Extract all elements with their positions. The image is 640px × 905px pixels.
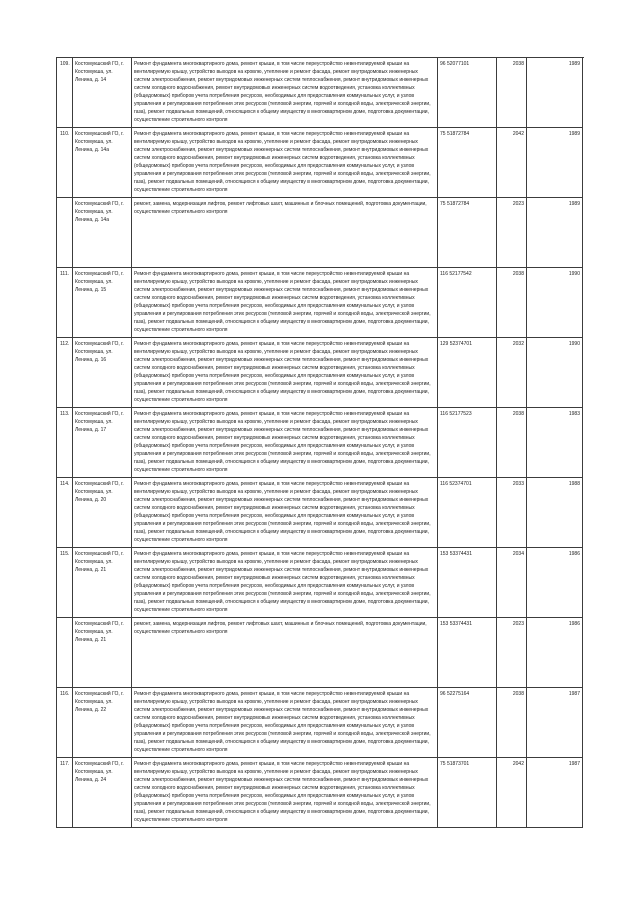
table-row — [57, 338, 584, 408]
repair-year-cell: 2023 — [497, 618, 527, 688]
work-description-cell: Ремонт фундамента многоквартирного дома, ремонт крыши, в том числе переустройство невентилируемой крыши на вентилируемую крышу, устройство выходов на кровлю, утепление и ремонт фасада, ремонт внутридомовых инженерных систем электроснабжения, ремонт внутридомовых инженерных систем теплоснабжения, ремонт внутридомовых инженерных систем холодного водоснабжения, ремонт внутридомовых инженерных систем водоотведения, установка коллективных (общедомовых) приборов учета потребления ресурсов, необходимых для предоставления коммунальных услуг, и узлов управления и регулирования потребления этих ресурсов (тепловой энергии, горячей и холодной воды, электрической энергии, газа), ремонт подвальных помещений, относящихся к общему имуществу в многоквартирном доме, подготовка документации, осуществление строительного контроля — [132, 408, 438, 478]
table-row — [57, 478, 584, 548]
row-number — [57, 198, 73, 268]
address-cell: Костомукшский ГО, г. Костомукша, ул. Ленина, д. 21 — [73, 618, 132, 688]
work-description-cell: ремонт, замена, модернизация лифтов, ремонт лифтовых шахт, машинных и блочных помещений, подготовка документации, осуществление строительного контроля — [132, 618, 438, 688]
work-description-cell: Ремонт фундамента многоквартирного дома, ремонт крыши, в том числе переустройство невентилируемой крыши на вентилируемую крышу, устройство выходов на кровлю, утепление и ремонт фасада, ремонт внутридомовых инженерных систем электроснабжения, ремонт внутридомовых инженерных систем теплоснабжения, ремонт внутридомовых инженерных систем холодного водоснабжения, ремонт внутридомовых инженерных систем водоотведения, установка коллективных (общедомовых) приборов учета потребления ресурсов, необходимых для предоставления коммунальных услуг, и узлов управления и регулирования потребления этих ресурсов (тепловой энергии, горячей и холодной воды, электрической энергии, газа), ремонт подвальных помещений, относящихся к общему имуществу в многоквартирном доме, подготовка документации, осуществление строительного контроля — [132, 58, 438, 128]
address-cell: Костомукшский ГО, г. Костомукша, ул. Ленина, д. 22 — [73, 688, 132, 758]
repair-year-cell: 2032 — [497, 338, 527, 408]
cost-cell: 116 52374701 — [438, 478, 497, 548]
address-cell: Костомукшский ГО, г. Костомукша, ул. Ленина, д. 15 — [73, 268, 132, 338]
cost-cell: 75 51872784 — [438, 128, 497, 198]
repair-year-cell: 2042 — [497, 758, 527, 828]
repair-program-table — [56, 57, 584, 828]
address-cell: Костомукшский ГО, г. Костомукша, ул. Ленина, д. 20 — [73, 478, 132, 548]
repair-year-cell: 2038 — [497, 58, 527, 128]
work-description-cell: Ремонт фундамента многоквартирного дома, ремонт крыши, в том числе переустройство невентилируемой крыши на вентилируемую крышу, устройство выходов на кровлю, утепление и ремонт фасада, ремонт внутридомовых инженерных систем электроснабжения, ремонт внутридомовых инженерных систем теплоснабжения, ремонт внутридомовых инженерных систем холодного водоснабжения, ремонт внутридомовых инженерных систем водоотведения, установка коллективных (общедомовых) приборов учета потребления ресурсов, необходимых для предоставления коммунальных услуг, и узлов управления и регулирования потребления этих ресурсов (тепловой энергии, горячей и холодной воды, электрической энергии, газа), ремонт подвальных помещений, относящихся к общему имуществу в многоквартирном доме, подготовка документации, осуществление строительного контроля — [132, 758, 438, 828]
address-cell: Костомукшский ГО, г. Костомукша, ул. Ленина, д. 16 — [73, 338, 132, 408]
row-number — [57, 618, 73, 688]
repair-year-cell: 2034 — [497, 548, 527, 618]
repair-year-cell: 2038 — [497, 408, 527, 478]
cost-cell: 75 51872784 — [438, 198, 497, 268]
built-year-cell: 1987 — [527, 688, 583, 758]
work-description-cell: Ремонт фундамента многоквартирного дома, ремонт крыши, в том числе переустройство невентилируемой крыши на вентилируемую крышу, устройство выходов на кровлю, утепление и ремонт фасада, ремонт внутридомовых инженерных систем электроснабжения, ремонт внутридомовых инженерных систем теплоснабжения, ремонт внутридомовых инженерных систем холодного водоснабжения, ремонт внутридомовых инженерных систем водоотведения, установка коллективных (общедомовых) приборов учета потребления ресурсов, необходимых для предоставления коммунальных услуг, и узлов управления и регулирования потребления этих ресурсов (тепловой энергии, горячей и холодной воды, электрической энергии, газа), ремонт подвальных помещений, относящихся к общему имуществу в многоквартирном доме, подготовка документации, осуществление строительного контроля — [132, 478, 438, 548]
table-row — [57, 758, 584, 828]
work-description-cell: Ремонт фундамента многоквартирного дома, ремонт крыши, в том числе переустройство невентилируемой крыши на вентилируемую крышу, устройство выходов на кровлю, утепление и ремонт фасада, ремонт внутридомовых инженерных систем электроснабжения, ремонт внутридомовых инженерных систем теплоснабжения, ремонт внутридомовых инженерных систем холодного водоснабжения, ремонт внутридомовых инженерных систем водоотведения, установка коллективных (общедомовых) приборов учета потребления ресурсов, необходимых для предоставления коммунальных услуг, и узлов управления и регулирования потребления этих ресурсов (тепловой энергии, горячей и холодной воды, электрической энергии, газа), ремонт подвальных помещений, относящихся к общему имуществу в многоквартирном доме, подготовка документации, осуществление строительного контроля — [132, 338, 438, 408]
table-row — [57, 58, 584, 128]
cost-cell: 116 52177523 — [438, 408, 497, 478]
row-number: 110. — [57, 128, 73, 198]
cost-cell: 116 52177542 — [438, 268, 497, 338]
work-description-cell: Ремонт фундамента многоквартирного дома, ремонт крыши, в том числе переустройство невентилируемой крыши на вентилируемую крышу, устройство выходов на кровлю, утепление и ремонт фасада, ремонт внутридомовых инженерных систем электроснабжения, ремонт внутридомовых инженерных систем теплоснабжения, ремонт внутридомовых инженерных систем холодного водоснабжения, ремонт внутридомовых инженерных систем водоотведения, установка коллективных (общедомовых) приборов учета потребления ресурсов, необходимых для предоставления коммунальных услуг, и узлов управления и регулирования потребления этих ресурсов (тепловой энергии, горячей и холодной воды, электрической энергии, газа), ремонт подвальных помещений, относящихся к общему имуществу в многоквартирном доме, подготовка документации, осуществление строительного контроля — [132, 688, 438, 758]
row-number: 112. — [57, 338, 73, 408]
row-number: 111. — [57, 268, 73, 338]
cost-cell: 153 53374431 — [438, 548, 497, 618]
work-description-cell: Ремонт фундамента многоквартирного дома, ремонт крыши, в том числе переустройство невентилируемой крыши на вентилируемую крышу, устройство выходов на кровлю, утепление и ремонт фасада, ремонт внутридомовых инженерных систем электроснабжения, ремонт внутридомовых инженерных систем теплоснабжения, ремонт внутридомовых инженерных систем холодного водоснабжения, ремонт внутридомовых инженерных систем водоотведения, установка коллективных (общедомовых) приборов учета потребления ресурсов, необходимых для предоставления коммунальных услуг, и узлов управления и регулирования потребления этих ресурсов (тепловой энергии, горячей и холодной воды, электрической энергии, газа), ремонт подвальных помещений, относящихся к общему имуществу в многоквартирном доме, подготовка документации, осуществление строительного контроля — [132, 128, 438, 198]
built-year-cell: 1990 — [527, 338, 583, 408]
row-number: 116. — [57, 688, 73, 758]
built-year-cell: 1988 — [527, 478, 583, 548]
cost-cell: 96 52275164 — [438, 688, 497, 758]
address-cell: Костомукшский ГО, г. Костомукша, ул. Ленина, д. 14 — [73, 58, 132, 128]
built-year-cell: 1989 — [527, 198, 583, 268]
repair-year-cell: 2038 — [497, 688, 527, 758]
address-cell: Костомукшский ГО, г. Костомукша, ул. Ленина, д. 14а — [73, 198, 132, 268]
repair-year-cell: 2033 — [497, 478, 527, 548]
cost-cell: 75 51873701 — [438, 758, 497, 828]
cost-cell: 129 52374701 — [438, 338, 497, 408]
built-year-cell: 1989 — [527, 128, 583, 198]
built-year-cell: 1986 — [527, 618, 583, 688]
built-year-cell: 1990 — [527, 268, 583, 338]
address-cell: Костомукшский ГО, г. Костомукша, ул. Ленина, д. 21 — [73, 548, 132, 618]
table-row — [57, 128, 584, 198]
table-row — [57, 198, 584, 268]
cost-cell: 153 53374431 — [438, 618, 497, 688]
repair-year-cell: 2023 — [497, 198, 527, 268]
row-number: 115. — [57, 548, 73, 618]
table-row — [57, 548, 584, 618]
address-cell: Костомукшский ГО, г. Костомукша, ул. Ленина, д. 17 — [73, 408, 132, 478]
row-number: 117. — [57, 758, 73, 828]
row-number: 109. — [57, 58, 73, 128]
work-description-cell: Ремонт фундамента многоквартирного дома, ремонт крыши, в том числе переустройство невентилируемой крыши на вентилируемую крышу, устройство выходов на кровлю, утепление и ремонт фасада, ремонт внутридомовых инженерных систем электроснабжения, ремонт внутридомовых инженерных систем теплоснабжения, ремонт внутридомовых инженерных систем холодного водоснабжения, ремонт внутридомовых инженерных систем водоотведения, установка коллективных (общедомовых) приборов учета потребления ресурсов, необходимых для предоставления коммунальных услуг, и узлов управления и регулирования потребления этих ресурсов (тепловой энергии, горячей и холодной воды, электрической энергии, газа), ремонт подвальных помещений, относящихся к общему имуществу в многоквартирном доме, подготовка документации, осуществление строительного контроля — [132, 268, 438, 338]
table-row — [57, 408, 584, 478]
built-year-cell: 1987 — [527, 758, 583, 828]
row-number: 113. — [57, 408, 73, 478]
work-description-cell: Ремонт фундамента многоквартирного дома, ремонт крыши, в том числе переустройство невентилируемой крыши на вентилируемую крышу, устройство выходов на кровлю, утепление и ремонт фасада, ремонт внутридомовых инженерных систем электроснабжения, ремонт внутридомовых инженерных систем теплоснабжения, ремонт внутридомовых инженерных систем холодного водоснабжения, ремонт внутридомовых инженерных систем водоотведения, установка коллективных (общедомовых) приборов учета потребления ресурсов, необходимых для предоставления коммунальных услуг, и узлов управления и регулирования потребления этих ресурсов (тепловой энергии, горячей и холодной воды, электрической энергии, газа), ремонт подвальных помещений, относящихся к общему имуществу в многоквартирном доме, подготовка документации, осуществление строительного контроля — [132, 548, 438, 618]
table-row — [57, 618, 584, 688]
address-cell: Костомукшский ГО, г. Костомукша, ул. Ленина, д. 24 — [73, 758, 132, 828]
repair-year-cell: 2042 — [497, 128, 527, 198]
table-row — [57, 268, 584, 338]
work-description-cell: ремонт, замена, модернизация лифтов, ремонт лифтовых шахт, машинных и блочных помещений, подготовка документации, осуществление строительного контроля — [132, 198, 438, 268]
built-year-cell: 1989 — [527, 58, 583, 128]
built-year-cell: 1986 — [527, 548, 583, 618]
table-row — [57, 688, 584, 758]
repair-year-cell: 2038 — [497, 268, 527, 338]
built-year-cell: 1983 — [527, 408, 583, 478]
row-number: 114. — [57, 478, 73, 548]
address-cell: Костомукшский ГО, г. Костомукша, ул. Ленина, д. 14а — [73, 128, 132, 198]
cost-cell: 96 52077101 — [438, 58, 497, 128]
